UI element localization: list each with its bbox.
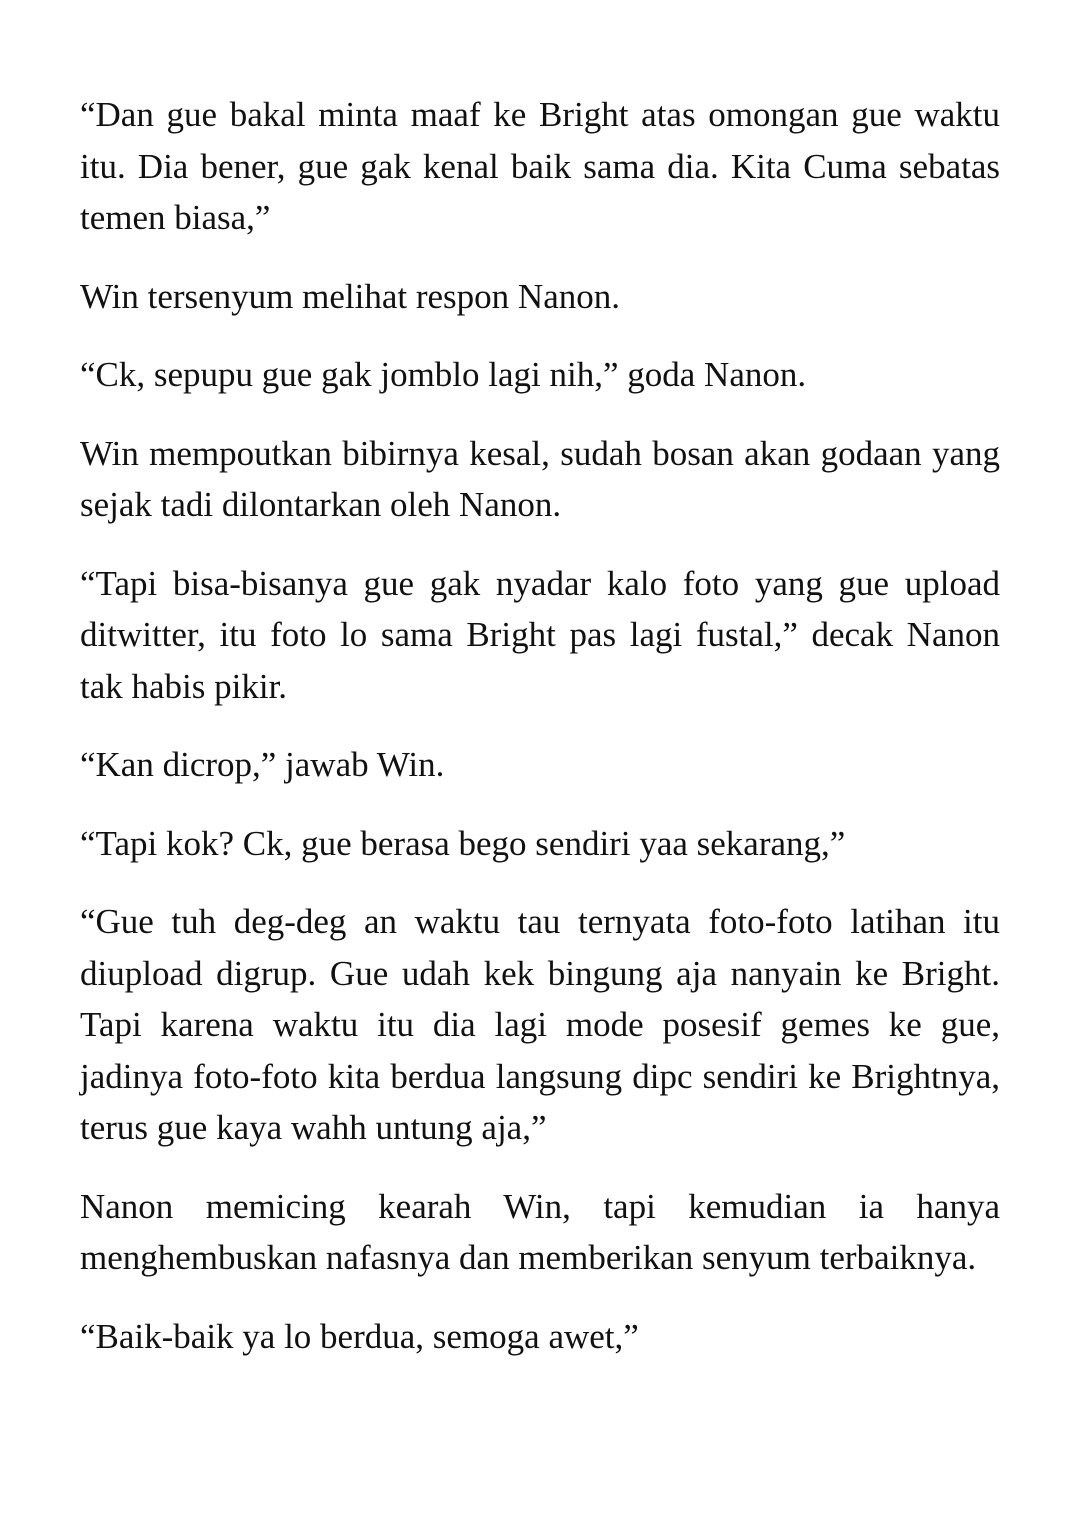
document-page xyxy=(80,89,1000,1389)
paragraph-7: “Tapi kok? Ck, gue berasa bego sendiri yaa sekarang,” xyxy=(80,823,846,863)
paragraph-8: “Gue tuh deg-deg an waktu tau ternyata foto-foto latihan itu diupload digrup. Gue udah kek bingung aja nanyain ke Bright. Tapi karena waktu itu dia lagi mode posesif gemes ke gue, jadinya foto-foto kita berdua langsung dipc sendiri ke Brightnya, terus gue kaya wahh untung aja,” xyxy=(80,902,1000,1147)
paragraph-3: “Ck, sepupu gue gak jomblo lagi nih,” goda Nanon. xyxy=(80,355,807,394)
paragraph-6: “Kan dicrop,” jawab Win. xyxy=(80,745,445,784)
paragraph-1: “Dan gue bakal minta maaf ke Bright atas omongan gue waktu itu. Dia bener, gue gak kenal baik sama dia. Kita Cuma sebatas temen biasa,” xyxy=(80,95,1000,237)
paragraph-2: Win tersenyum melihat respon Nanon. xyxy=(80,276,620,316)
paragraph-10: “Baik-baik ya lo berdua, semoga awet,” xyxy=(80,1316,639,1356)
paragraph-9: Nanon memicing kearah Win, tapi kemudian ia hanya menghembuskan nafasnya dan memberikan senyum terbaiknya. xyxy=(80,1186,1000,1277)
paragraph-4: Win mempoutkan bibirnya kesal, sudah bosan akan godaan yang sejak tadi dilontarkan oleh Nanon. xyxy=(80,433,1000,524)
paragraph-5: “Tapi bisa-bisanya gue gak nyadar kalo foto yang gue upload ditwitter, itu foto lo sama Bright pas lagi fustal,” decak Nanon tak habis pikir. xyxy=(80,563,1000,706)
